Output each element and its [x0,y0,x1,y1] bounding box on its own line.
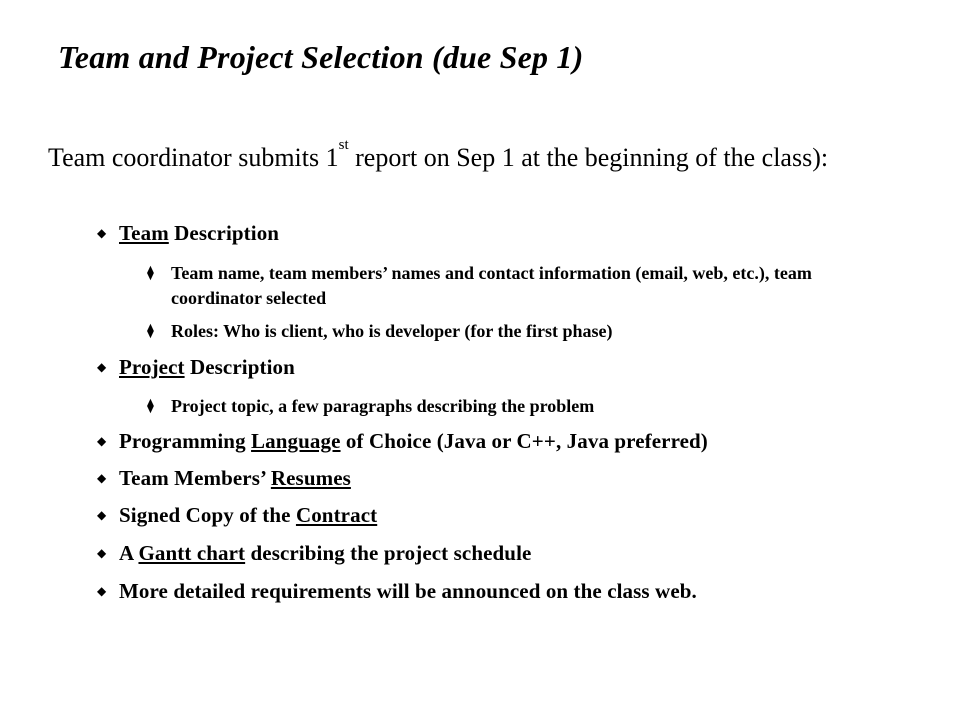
bullet-project-description [97,355,295,380]
bullet-contract [97,503,377,528]
intro-text-start: Team coordinator submits 1 [48,143,339,172]
diamond-bullet-icon: ◆ [97,226,107,240]
sub-diamond-bullet-icon: ⧫ [147,398,154,414]
diamond-bullet-icon: ◆ [97,584,107,598]
underlined-term: Resumes [270,466,351,490]
bullet-programming-language [97,429,708,454]
sub-bullet-project-topic [147,394,877,419]
diamond-bullet-icon: ◆ [97,434,107,448]
bullet-text: Description [184,355,295,379]
sub-diamond-bullet-icon: ⧫ [147,323,154,339]
diamond-bullet-icon: ◆ [97,508,107,522]
bullet-text-start: Programming [119,429,252,453]
underlined-term: Gantt chart [138,541,246,565]
diamond-bullet-icon: ◆ [97,546,107,560]
slide-title: Team and Project Selection (due Sep 1) [58,39,584,75]
sub-bullet-text: Roles: Who is client, who is developer (for the first phase) [171,321,613,341]
bullet-resumes [97,466,351,491]
intro-paragraph [48,137,925,175]
bullet-text-start: Team Members’ [119,466,271,490]
bullet-text-end: describing the project schedule [245,541,532,565]
sub-bullet-roles [147,319,877,344]
bullet-gantt-chart [97,541,531,566]
sub-diamond-bullet-icon: ⧫ [147,265,154,281]
sub-bullet-team-name [147,261,877,311]
bullet-text: Description [168,221,280,245]
bullet-more-requirements [97,579,697,604]
bullet-text-end: of Choice (Java or C++, Java preferred) [340,429,708,453]
bullet-text: More detailed requirements will be announced on the class web. [119,579,697,603]
bullet-team-description [97,221,279,246]
underlined-term: Team [119,221,169,245]
intro-text-end: report on Sep 1 at the beginning of the class): [348,143,829,172]
diamond-bullet-icon: ◆ [97,360,107,374]
bullet-text-start: Signed Copy of the [119,503,296,527]
diamond-bullet-icon: ◆ [97,471,107,485]
bullet-text-start: A [119,541,139,565]
underlined-term: Project [119,355,185,379]
underlined-term: Contract [295,503,378,527]
intro-superscript: st [338,137,349,153]
underlined-term: Language [251,429,341,453]
sub-bullet-text: Team name, team members’ names and contact information (email, web, etc.), team coordinator selected [171,263,812,308]
sub-bullet-text: Project topic, a few paragraphs describing the problem [171,396,595,416]
